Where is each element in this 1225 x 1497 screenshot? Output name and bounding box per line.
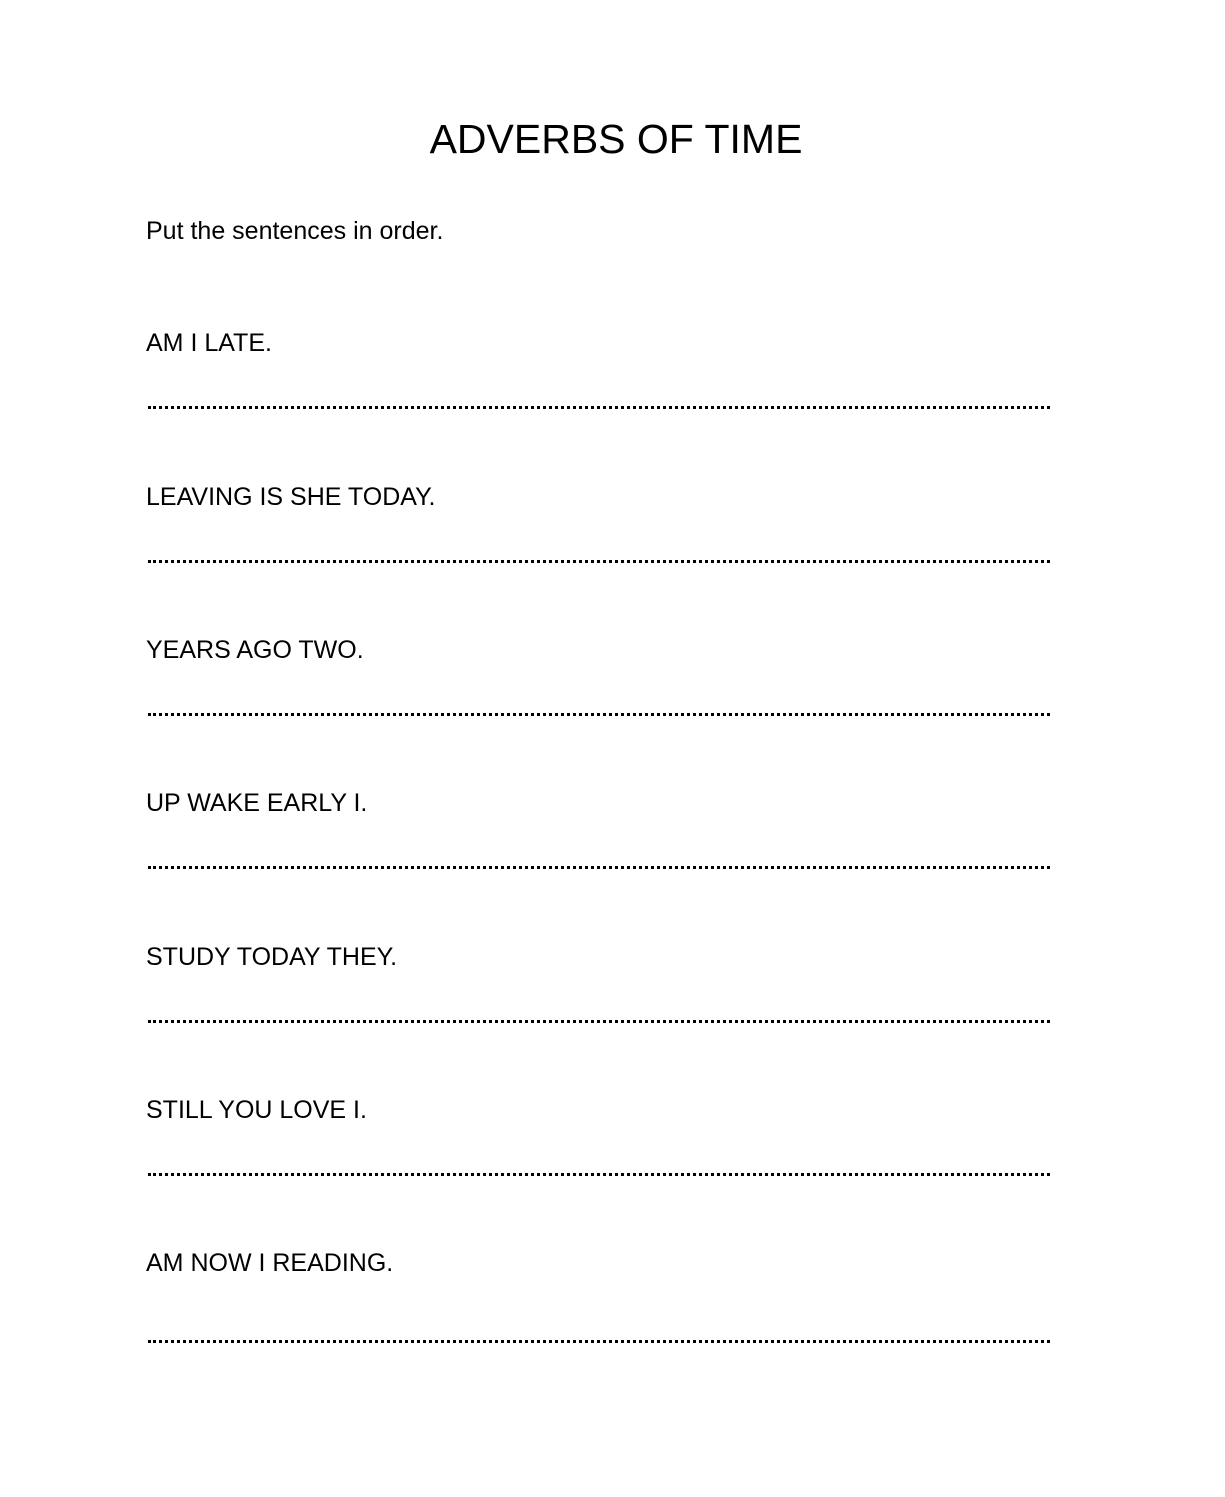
scrambled-sentence: STUDY TODAY THEY. <box>146 943 398 971</box>
answer-line[interactable] <box>148 866 1050 869</box>
answer-line[interactable] <box>148 1020 1050 1023</box>
scrambled-sentence: UP WAKE EARLY I. <box>146 789 368 817</box>
scrambled-sentence: LEAVING IS SHE TODAY. <box>146 483 436 511</box>
answer-line[interactable] <box>148 406 1050 409</box>
answer-line[interactable] <box>148 713 1050 716</box>
answer-line[interactable] <box>148 1173 1050 1176</box>
scrambled-sentence: STILL YOU LOVE I. <box>146 1096 367 1124</box>
instruction-text: Put the sentences in order. <box>146 217 444 245</box>
answer-line[interactable] <box>148 1340 1050 1343</box>
scrambled-sentence: YEARS AGO TWO. <box>146 636 364 664</box>
scrambled-sentence: AM I LATE. <box>146 329 272 357</box>
answer-line[interactable] <box>148 560 1050 563</box>
worksheet-title: ADVERBS OF TIME <box>429 116 803 162</box>
scrambled-sentence: AM NOW I READING. <box>146 1249 394 1277</box>
